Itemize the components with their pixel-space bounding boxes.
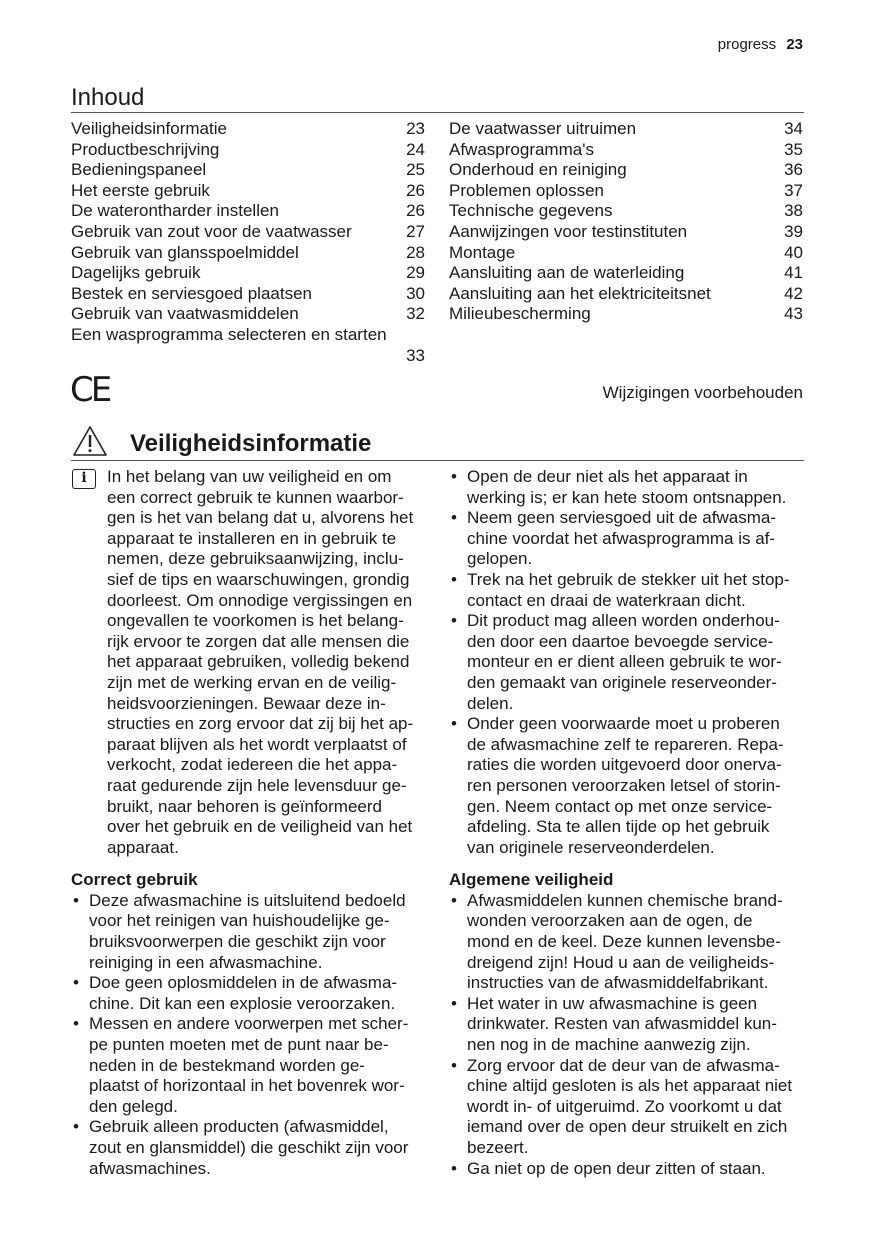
text-line: nen nog in de machine aanwezig zijn. [467, 1035, 751, 1055]
text-line: zijn met de werking ervan en de veilig- [107, 672, 397, 692]
list-item [449, 714, 805, 858]
toc-entry-label: Aansluiting aan de waterleiding [449, 263, 685, 283]
text-line: bezeert. [467, 1138, 529, 1157]
text-line: • Afwasmiddelen kunnen chemische brand- [467, 890, 783, 910]
toc-entry[interactable] [71, 140, 425, 161]
toc-entry[interactable] [71, 119, 425, 140]
info-icon: i [72, 469, 96, 489]
text-line: contact en draai de waterkraan dicht. [467, 590, 746, 610]
page-header [718, 36, 803, 53]
toc-entry-page: 26 [406, 201, 425, 221]
text-line: rijk ervoor te zorgen dat alle mensen die [107, 631, 410, 651]
toc-left-column [71, 119, 425, 366]
toc-entry[interactable] [71, 160, 425, 181]
text-line: • Trek na het gebruik de stekker uit het stop- [467, 569, 790, 589]
toc-entry[interactable] [449, 160, 803, 181]
toc-entry-page: 39 [784, 221, 803, 241]
text-line: chine. Dit kan een explosie veroorzaken. [89, 993, 396, 1013]
toc-title: Inhoud [71, 84, 145, 111]
text-line: chine altijd gesloten is als het apparaat niet [467, 1076, 793, 1096]
text-line: van originele reserveonderdelen. [467, 837, 715, 857]
toc-entry-page: 37 [784, 180, 803, 200]
general-safety-list [449, 891, 805, 1179]
text-line: den gelegd. [89, 1096, 178, 1116]
toc-entry-page: 29 [406, 263, 425, 283]
text-line: • Neem geen serviesgoed uit de afwasma- [467, 508, 776, 528]
text-line: • Onder geen voorwaarde moet u proberen [467, 714, 780, 734]
brand-name: progress [717, 36, 777, 53]
toc-entry-page: 27 [406, 221, 425, 241]
toc-entry[interactable] [449, 201, 803, 222]
text-line: iemand over de open deur struikelt en zich [467, 1117, 788, 1137]
text-line: • Doe geen oplosmiddelen in de afwasma- [89, 973, 398, 993]
list-item [449, 467, 805, 508]
toc-entry-label: Veiligheidsinformatie [71, 119, 227, 138]
intro-note [71, 467, 427, 858]
safety-precautions-list [449, 467, 805, 858]
text-line: voor het reinigen van huishoudelijke ge- [89, 911, 390, 931]
toc-entry-label: Montage [449, 242, 516, 262]
text-line: neden in de bestekmand worden ge- [89, 1055, 365, 1075]
ce-mark-logo: CE [70, 370, 110, 410]
toc-entry-label: Aanwijzingen voor testinstituten [449, 221, 688, 241]
text-line: gen. Neem contact op met onze service- [467, 796, 773, 816]
list-item [71, 891, 427, 973]
toc-entry-page: 41 [784, 263, 803, 283]
toc-entry-page: 42 [784, 283, 803, 303]
text-line: zout en glansmiddel) die geschikt zijn voor [89, 1138, 409, 1157]
toc-entry-label: Gebruik van vaatwasmiddelen [71, 304, 299, 324]
toc-entry-label: Technische gegevens [449, 201, 613, 221]
text-line: de afwasmachine zelf te repareren. Repa- [467, 734, 784, 754]
text-line: • Ga niet op de open deur zitten of staan. [467, 1158, 766, 1178]
toc-entry-label: De waterontharder instellen [71, 201, 279, 221]
text-line: gen is het van belang dat u, alvorens het [107, 508, 414, 528]
toc-entry-label: Een wasprogramma selecteren en starten [71, 324, 387, 344]
text-line: chine voordat het afwasprogramma is af- [467, 528, 776, 548]
warning-icon [72, 425, 108, 457]
toc-entry-page: 23 [406, 119, 425, 138]
text-line: bruikt, naar behoren is geïnformeerd [107, 796, 382, 816]
toc-entry-page: 36 [784, 160, 803, 180]
text-line: • Open de deur niet als het apparaat in [467, 467, 748, 486]
toc-entry[interactable] [449, 284, 803, 305]
text-line: den gemaakt van originele reserveonder- [467, 672, 777, 692]
toc-entry-page: 32 [406, 304, 425, 324]
text-line: apparaat. [107, 837, 179, 857]
toc-entry-label: Bedieningspaneel [71, 160, 207, 180]
list-item [449, 1056, 805, 1159]
list-item [71, 1117, 427, 1179]
text-line: apparaat te installeren en in gebruik te [107, 528, 397, 548]
safety-right-column [449, 467, 805, 1179]
toc-entry-label: Onderhoud en reiniging [449, 160, 627, 180]
correct-use-heading: Correct gebruik [71, 870, 198, 890]
text-line: wordt in- of uitgeruimd. Zo voorkomt u dat [467, 1096, 782, 1116]
toc-entry-label: Dagelijks gebruik [71, 263, 201, 283]
toc-entry-page: 28 [406, 242, 425, 262]
text-line: instructies van de afwasmiddelfabrikant. [467, 973, 769, 993]
toc-entry[interactable] [449, 304, 803, 325]
list-item [449, 1159, 805, 1180]
toc-entry-page: 25 [406, 160, 425, 180]
text-line: ren personen veroorzaken letsel of storin- [467, 775, 781, 795]
text-line: gelopen. [467, 549, 533, 569]
text-line: raties die worden uitgevoerd door onerva- [467, 755, 782, 775]
text-line: delen. [467, 693, 514, 713]
toc-entry[interactable] [71, 243, 425, 264]
reservation-note: Wijzigingen voorbehouden [602, 383, 803, 402]
toc-entry[interactable] [71, 284, 425, 305]
text-line: raat gedurende zijn hele levensduur ge- [107, 775, 407, 795]
text-line: paraat blijven als het wordt verplaatst of [107, 734, 407, 754]
general-safety-heading: Algemene veiligheid [449, 870, 614, 890]
text-line: • Zorg ervoor dat de deur van de afwasma- [467, 1055, 780, 1075]
text-line: • Deze afwasmachine is uitsluitend bedoeld [89, 890, 406, 910]
section-title: Veiligheidsinformatie [130, 430, 372, 457]
text-line: over het gebruik en de veiligheid van het [107, 817, 413, 837]
toc-entry[interactable] [71, 181, 425, 202]
toc-entry[interactable] [449, 140, 803, 161]
toc-entry-page: 33 [406, 345, 425, 365]
list-item [449, 570, 805, 611]
text-line: mond en de keel. Deze kunnen levensbe- [467, 932, 781, 952]
text-line: het apparaat gebruiken, volledig bekend [107, 652, 410, 672]
text-line: heidsvoorzieningen. Bewaar deze in- [107, 693, 386, 713]
list-item [449, 891, 805, 994]
toc-entry-page: 26 [406, 180, 425, 200]
text-line: bruiksvoorwerpen die geschikt zijn voor [89, 932, 386, 952]
text-line: afwasmachines. [89, 1158, 211, 1178]
toc-entry-label: Problemen oplossen [449, 180, 604, 200]
toc-entry-label: De vaatwasser uitruimen [449, 119, 637, 138]
page-number: 23 [786, 36, 803, 53]
toc-entry-label: Aansluiting aan het elektriciteitsnet [449, 283, 711, 303]
text-line: werking is; er kan hete stoom ontsnappen. [467, 487, 787, 507]
toc-divider [71, 112, 804, 113]
toc-entry-page: 43 [784, 304, 803, 324]
toc-entry[interactable] [449, 119, 803, 140]
text-line: ongevallen te voorkomen is het belang- [107, 611, 404, 631]
correct-use-list [71, 891, 427, 1179]
toc-entry-label: Productbeschrijving [71, 139, 220, 159]
toc-entry-page: 35 [784, 139, 803, 159]
text-line: plaatst of horizontaal in het bovenrek wor- [89, 1076, 405, 1096]
text-line: verkocht, zodat iedereen die het appa- [107, 755, 398, 775]
toc-entry[interactable] [71, 201, 425, 222]
safety-left-column [71, 467, 427, 1179]
list-item [449, 508, 805, 570]
text-line: afdeling. Sta te allen tijde op het gebruik [467, 817, 770, 837]
text-line: sief de tips en waarschuwingen, grondig [107, 569, 410, 589]
toc-entry-page: 34 [784, 119, 803, 138]
text-line: • Dit product mag alleen worden onderhou- [467, 611, 780, 631]
toc-entry-label: Gebruik van glansspoelmiddel [71, 242, 299, 262]
toc-entry-page: 40 [784, 242, 803, 262]
toc-entry[interactable] [71, 304, 425, 325]
text-line: • Het water in uw afwasmachine is geen [467, 993, 758, 1013]
toc-entry-label: Afwasprogramma's [449, 139, 594, 159]
intro-text [107, 467, 427, 858]
toc-entry-label: Bestek en serviesgoed plaatsen [71, 283, 312, 303]
text-line: • Messen en andere voorwerpen met scher- [89, 1014, 409, 1034]
toc-entry[interactable] [71, 325, 425, 366]
toc-entry[interactable] [449, 243, 803, 264]
toc-entry-label: Milieubescherming [449, 304, 591, 324]
toc-entry[interactable] [449, 222, 803, 243]
text-line: nemen, deze gebruiksaanwijzing, inclu- [107, 549, 404, 569]
section-divider [71, 460, 804, 461]
text-line: doorleest. Om onnodige vergissingen en [107, 590, 413, 610]
text-line: In het belang van uw veiligheid en om [107, 467, 392, 486]
list-item [449, 994, 805, 1056]
text-line: een correct gebruik te kunnen waarbor- [107, 487, 404, 507]
text-line: structies en zorg ervoor dat zij bij het ap- [107, 714, 414, 734]
list-item [449, 611, 805, 714]
text-line: wonden veroorzaken aan de ogen, de [467, 911, 753, 931]
toc-entry-label: Het eerste gebruik [71, 180, 210, 200]
text-line: monteur en er dient alleen gebruik te wor- [467, 652, 782, 672]
toc-entry-page: 38 [784, 201, 803, 221]
toc-entry-label: Gebruik van zout voor de vaatwasser [71, 221, 352, 241]
text-line: drinkwater. Resten van afwasmiddel kun- [467, 1014, 777, 1034]
text-line: dreigend zijn! Houd u aan de veiligheids- [467, 952, 775, 972]
toc-entry[interactable] [71, 263, 425, 284]
toc-entry[interactable] [449, 181, 803, 202]
list-item [71, 973, 427, 1014]
toc-entry[interactable] [449, 263, 803, 284]
toc-entry-page: 24 [406, 139, 425, 159]
text-line: den door een daartoe bevoegde service- [467, 631, 774, 651]
toc-entry[interactable] [71, 222, 425, 243]
toc-entry-page: 30 [406, 283, 425, 303]
text-line: • Gebruik alleen producten (afwasmiddel, [89, 1117, 389, 1137]
list-item [71, 1014, 427, 1117]
toc-right-column [449, 119, 803, 325]
text-line: pe punten moeten met de punt naar be- [89, 1035, 389, 1055]
text-line: reiniging in een afwasmachine. [89, 952, 323, 972]
